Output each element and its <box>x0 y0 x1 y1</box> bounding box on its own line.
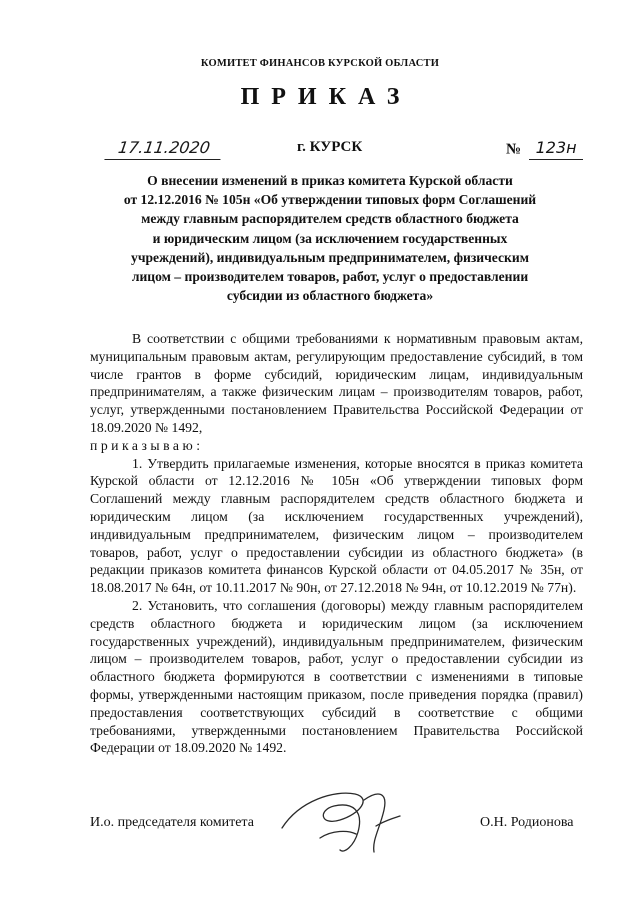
order-number-value: 123н <box>529 137 583 160</box>
subject-line: учреждений), индивидуальным предпринимателем, физическим <box>131 249 529 265</box>
signer-position: И.о. председателя комитета <box>90 815 254 830</box>
order-number <box>506 137 583 159</box>
subject-line: лицом – производителем товаров, работ, услуг о предоставлении <box>131 269 529 285</box>
order-item-1: 1. Утвердить прилагаемые изменения, которые вносятся в приказ комитета Курской области от 12.12.2016 № 105н «Об утверждении типовых форм Соглашений между главным распорядителем средств областного бюджета и юридическим лицом (за исключением государственных учреждений), индивидуальным предпринимателем, физическим лицом – производителем товаров, работ, услуг о предоставлении субсидии из областного бюджета» (в редакции приказов комитета финансов Курской области от 04.05.2017 № 35н, от 18.08.2017 № 64н, от 10.11.2017 № 90н, от 27.12.2018 № 94н, от 10.12.2019 № 77н). <box>90 455 583 596</box>
subject-line: субсидии из областного бюджета» <box>226 288 434 304</box>
order-subject <box>120 171 540 305</box>
order-body <box>90 330 583 757</box>
order-word: приказываю: <box>90 437 204 453</box>
signer-name: О.Н. Родионова <box>480 815 574 830</box>
order-date: 17.11.2020 <box>104 137 223 160</box>
order-city: г. КУРСК <box>297 139 363 155</box>
document-type-title: ПРИКАЗ <box>240 84 412 110</box>
organization-name: КОМИТЕТ ФИНАНСОВ КУРСКОЙ ОБЛАСТИ <box>200 58 440 69</box>
order-item-2: 2. Установить, что соглашения (договоры) между главным распорядителем средств областного бюджета и юридическим лицом (за исключением государственных учреждений), индивидуальным предпринимателем, физическим лицом – производителем товаров, работ, услуг о предоставлении субсидии из областного бюджета формируются в соответствии с изменениями в типовые формы, утвержденными настоящим приказом, после приведения порядка (правил) предоставления соответствующих субсидий в соответствие с общими требованиями, утвержденными постановлением Правительства Российской Федерации от 18.09.2020 № 1492. <box>90 597 583 756</box>
subject-line: между главным распорядителем средств областного бюджета <box>141 211 519 227</box>
subject-line: и юридическим лицом (за исключением государственных <box>152 230 508 246</box>
subject-line: от 12.12.2016 № 105н «Об утверждении типовых форм Соглашений <box>123 192 537 208</box>
preamble-paragraph: В соответствии с общими требованиями к нормативным правовым актам, муниципальным правовым актам, регулирующим предоставление субсидий, в том числе грантов в форме субсидий, юридическим лицам, индивидуальным предпринимателям, а также физическим лицам – производителям товаров, работ, услуг, утвержденными постановлением Правительства Российской Федерации от 18.09.2020 № 1492, <box>90 331 583 435</box>
number-sign: № <box>506 141 522 158</box>
handwritten-signature <box>260 780 420 860</box>
subject-line: О внесении изменений в приказ комитета Курской области <box>147 173 513 188</box>
